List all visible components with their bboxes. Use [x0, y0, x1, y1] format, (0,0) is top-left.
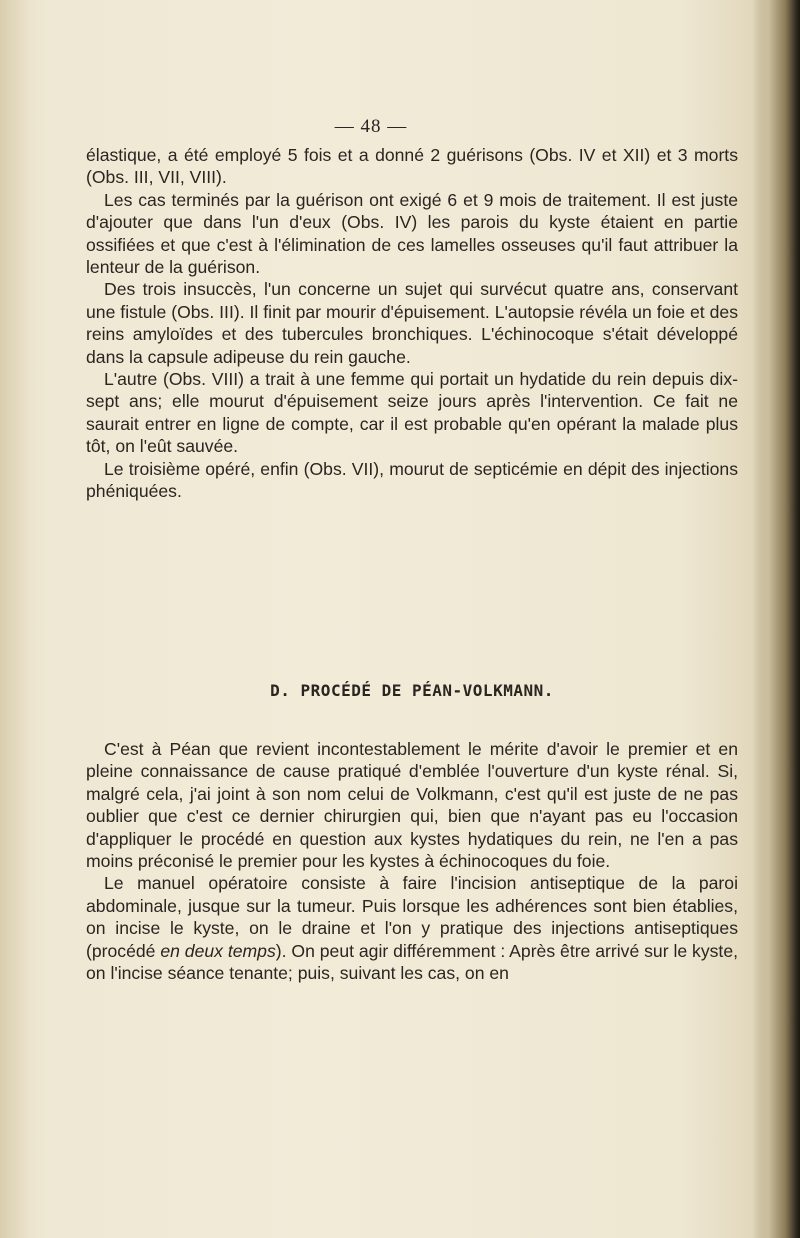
paragraph-4: L'autre (Obs. VIII) a trait à une femme qui portait un hydatide du rein depuis dix-sept ans; elle mourut d'épuisement seize jours après l'intervention. Ce fait ne saurait entrer en ligne de compte, car il est probable qu'en opérant la malade plus tôt, on l'eût sauvée.: [86, 369, 738, 457]
page-left-edge: [0, 0, 28, 1238]
section-paragraph-2-part-1: Le manuel opératoire consiste à faire l'incision antiseptique de la paroi abdominale, jusque sur la tumeur. Puis lorsque les adhérences sont bien établies, on incise le kyste, on le draine et l'on y pratique des injections antiseptiques (procédé: [86, 873, 738, 961]
section-paragraph-2-italic: en deux temps: [160, 940, 276, 961]
section-paragraph-2: [86, 872, 738, 984]
section-paragraph-2-part-2: ). On peut agir différemment : Après être arrivé sur le kyste, on l'incise séance tenante; puis, suivant les cas, on en: [86, 940, 738, 984]
section-paragraph-1: C'est à Péan que revient incontestablement le mérite d'avoir le premier et en pleine connaissance de cause pratiqué d'emblée l'ouverture d'un kyste rénal. Si, malgré cela, j'ai joint à son nom celui de Volkmann, c'est qu'il est juste de ne pas oublier que c'est ce dernier chirurgien qui, bien que n'ayant pas eu l'occasion d'appliquer le procédé en question aux kystes hydatiques du rein, ne l'en a pas moins préconisé le premier pour les kystes à échinocoques du foie.: [86, 739, 738, 872]
paragraph-3: Des trois insuccès, l'un concerne un sujet qui survécut quatre ans, conservant une fistule (Obs. III). Il finit par mourir d'épuisement. L'autopsie révéla un foie et des reins amyloïdes et des tubercules bronchiques. L'échinocoque s'était développé dans la capsule adipeuse du rein gauche.: [86, 279, 738, 367]
page-number: — 48 —: [334, 116, 408, 137]
paragraph-5: Le troisième opéré, enfin (Obs. VII), mourut de septicémie en dépit des injections phéniquées.: [86, 458, 738, 502]
body-text-section: [86, 738, 738, 984]
paragraph-2: Les cas terminés par la guérison ont exigé 6 et 9 mois de traitement. Il est juste d'ajouter que dans l'un d'eux (Obs. IV) les parois du kyste étaient en partie ossifiées et que c'est à l'élimination de ces lamelles osseuses qu'il faut attribuer la lenteur de la guérison.: [86, 189, 738, 278]
page-binding-edge: [752, 0, 800, 1238]
paragraph-1: élastique, a été employé 5 fois et a donné 2 guérisons (Obs. IV et XII) et 3 morts (Obs. III, VII, VIII).: [86, 145, 738, 188]
section-heading: D. PROCÉDÉ DE PÉAN-VOLKMANN.: [270, 681, 554, 700]
body-text-top: [86, 144, 738, 503]
